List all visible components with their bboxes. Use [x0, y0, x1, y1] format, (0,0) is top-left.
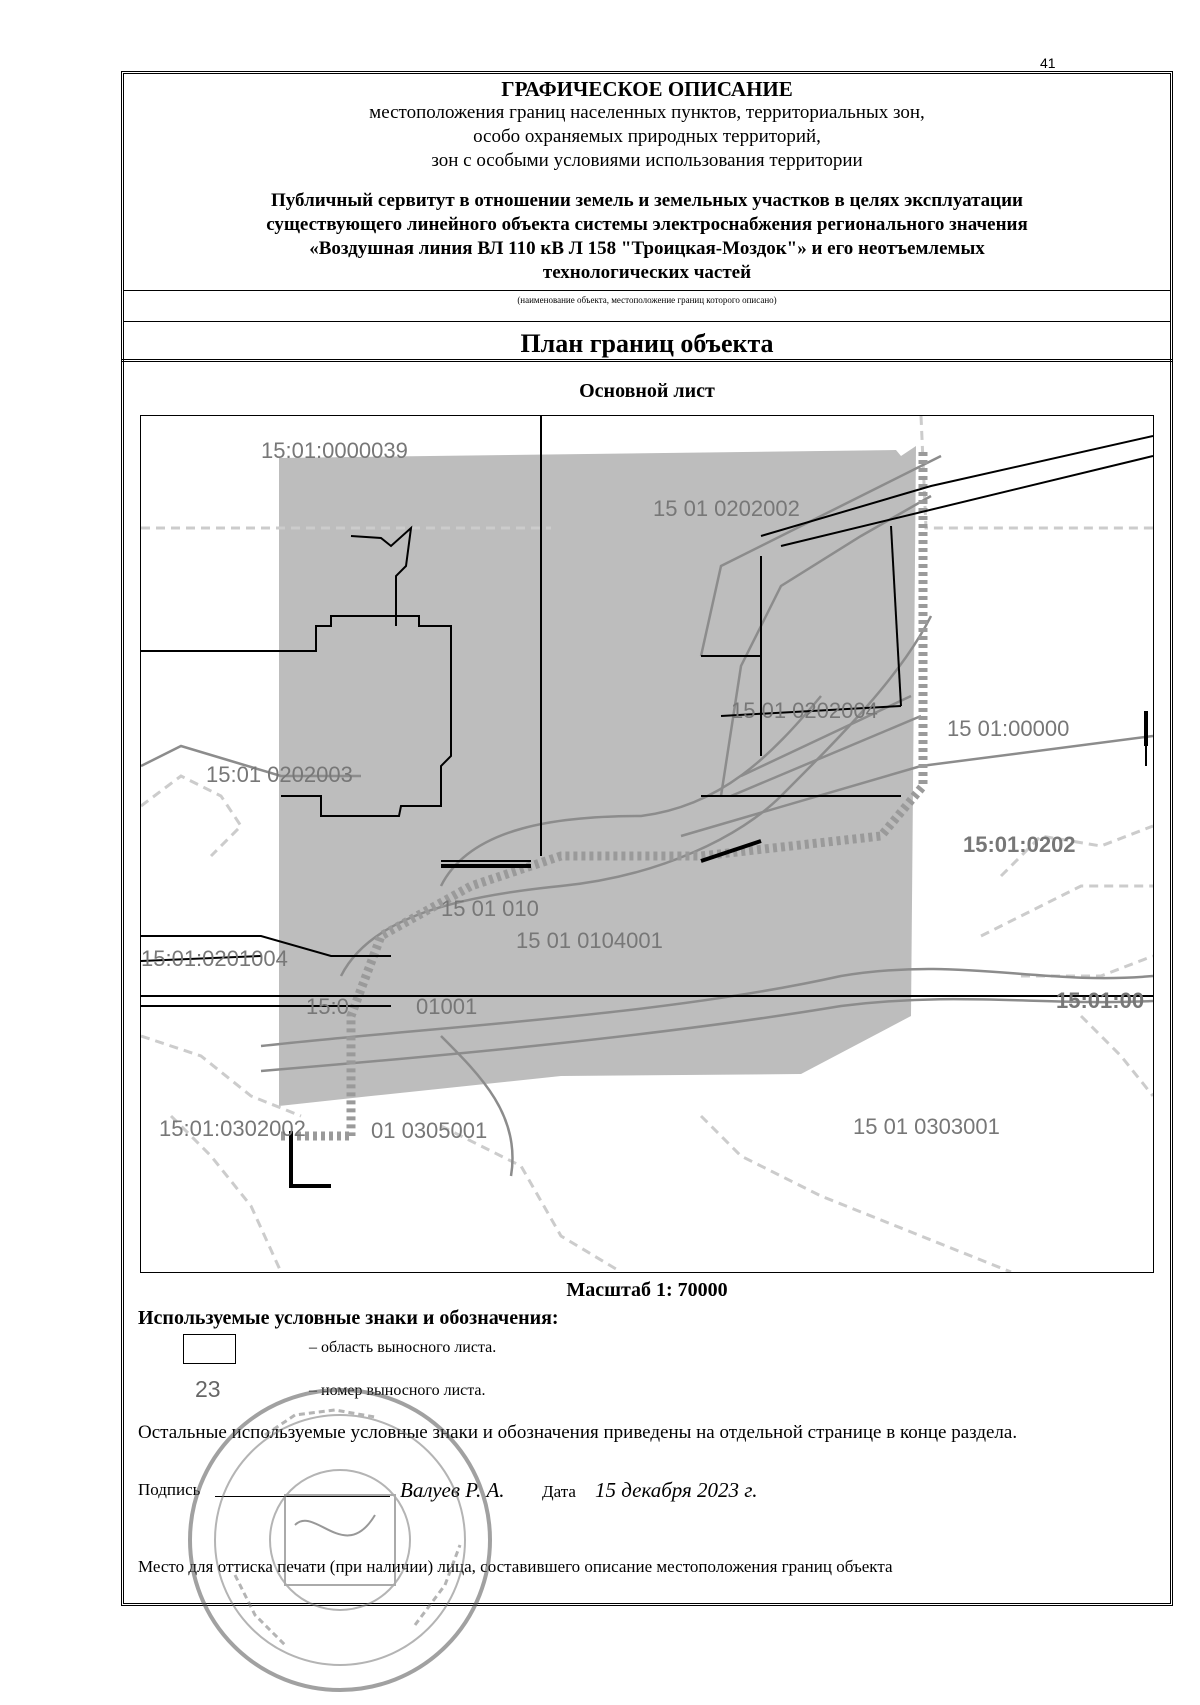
map-label: 15 01 0202004	[731, 698, 878, 723]
scale-label: Масштаб 1: 70000	[566, 1279, 728, 1301]
map-label: 15:01:00	[1056, 988, 1145, 1013]
subtitle-line-2: особо охраняемых природных территорий,	[473, 126, 821, 147]
sheet-number-symbol: 23	[195, 1376, 221, 1402]
map-label: 15:01:0302002	[159, 1116, 306, 1141]
map-label: 15:01:0201004	[141, 946, 288, 971]
map-label: 15:01:0000039	[261, 438, 408, 463]
subtitle-line-3: зон с особыми условиями использования территории	[431, 150, 863, 171]
map-label: 15 01 0104001	[516, 928, 663, 953]
map-label: 15 01:00000	[947, 716, 1070, 741]
sheet-title: Основной лист	[579, 380, 715, 402]
map-label: 15 01 0303001	[853, 1114, 1000, 1139]
date-label: Дата	[542, 1482, 576, 1501]
map-label: 15:01 0202003	[206, 762, 353, 787]
object-line-3: «Воздушная линия ВЛ 110 кВ Л 158 "Троицкая-Моздок"» и его неотъемлемых	[309, 238, 985, 259]
signer-name: Валуев Р. А.	[400, 1478, 505, 1502]
legend-item-text: – область выносного листа.	[309, 1339, 497, 1356]
map-label: 01001	[416, 994, 478, 1019]
map-label: 01 0305001	[371, 1118, 488, 1143]
legend-heading: Используемые условные знаки и обозначения:	[138, 1307, 559, 1329]
map-label: 15:0	[306, 994, 349, 1019]
signature-line	[215, 1496, 390, 1497]
object-line-2: существующего линейного объекта системы электроснабжения регионального значения	[266, 214, 1028, 235]
map-label: 15:01:0202	[963, 832, 1076, 857]
divider	[121, 359, 1173, 362]
legend-note: Остальные используемые условные знаки и обозначения приведены на отдельной странице в конце раздела.	[138, 1422, 1018, 1443]
document-title: ГРАФИЧЕСКОЕ ОПИСАНИЕ	[501, 77, 793, 101]
object-caption: (наименование объекта, местоположение границ которого описано)	[517, 295, 777, 305]
legend-item-text: – номер выносного листа.	[309, 1382, 486, 1399]
divider	[124, 321, 1170, 322]
map-drawing	[141, 416, 1153, 1272]
stamp-place-text: Место для оттиска печати (при наличии) лица, составившего описание местоположения границ объекта	[138, 1557, 893, 1576]
map-label: 15 01 010	[441, 896, 539, 921]
map-view	[140, 415, 1154, 1273]
divider	[124, 290, 1170, 291]
document-header	[124, 74, 1170, 285]
page-number: 41	[1040, 55, 1056, 71]
date-value: 15 декабря 2023 г.	[595, 1478, 758, 1502]
subtitle-line-1: местоположения границ населенных пунктов, территориальных зон,	[369, 102, 925, 123]
plan-title: План границ объекта	[520, 329, 774, 358]
map-label: 15 01 0202002	[653, 496, 800, 521]
signature-label: Подпись	[138, 1480, 201, 1499]
object-name	[124, 189, 1170, 285]
object-line-4: технологических частей	[542, 262, 752, 283]
object-line-1: Публичный сервитут в отношении земель и земельных участков в целях эксплуатации	[271, 190, 1023, 211]
extract-area-symbol	[183, 1334, 236, 1364]
